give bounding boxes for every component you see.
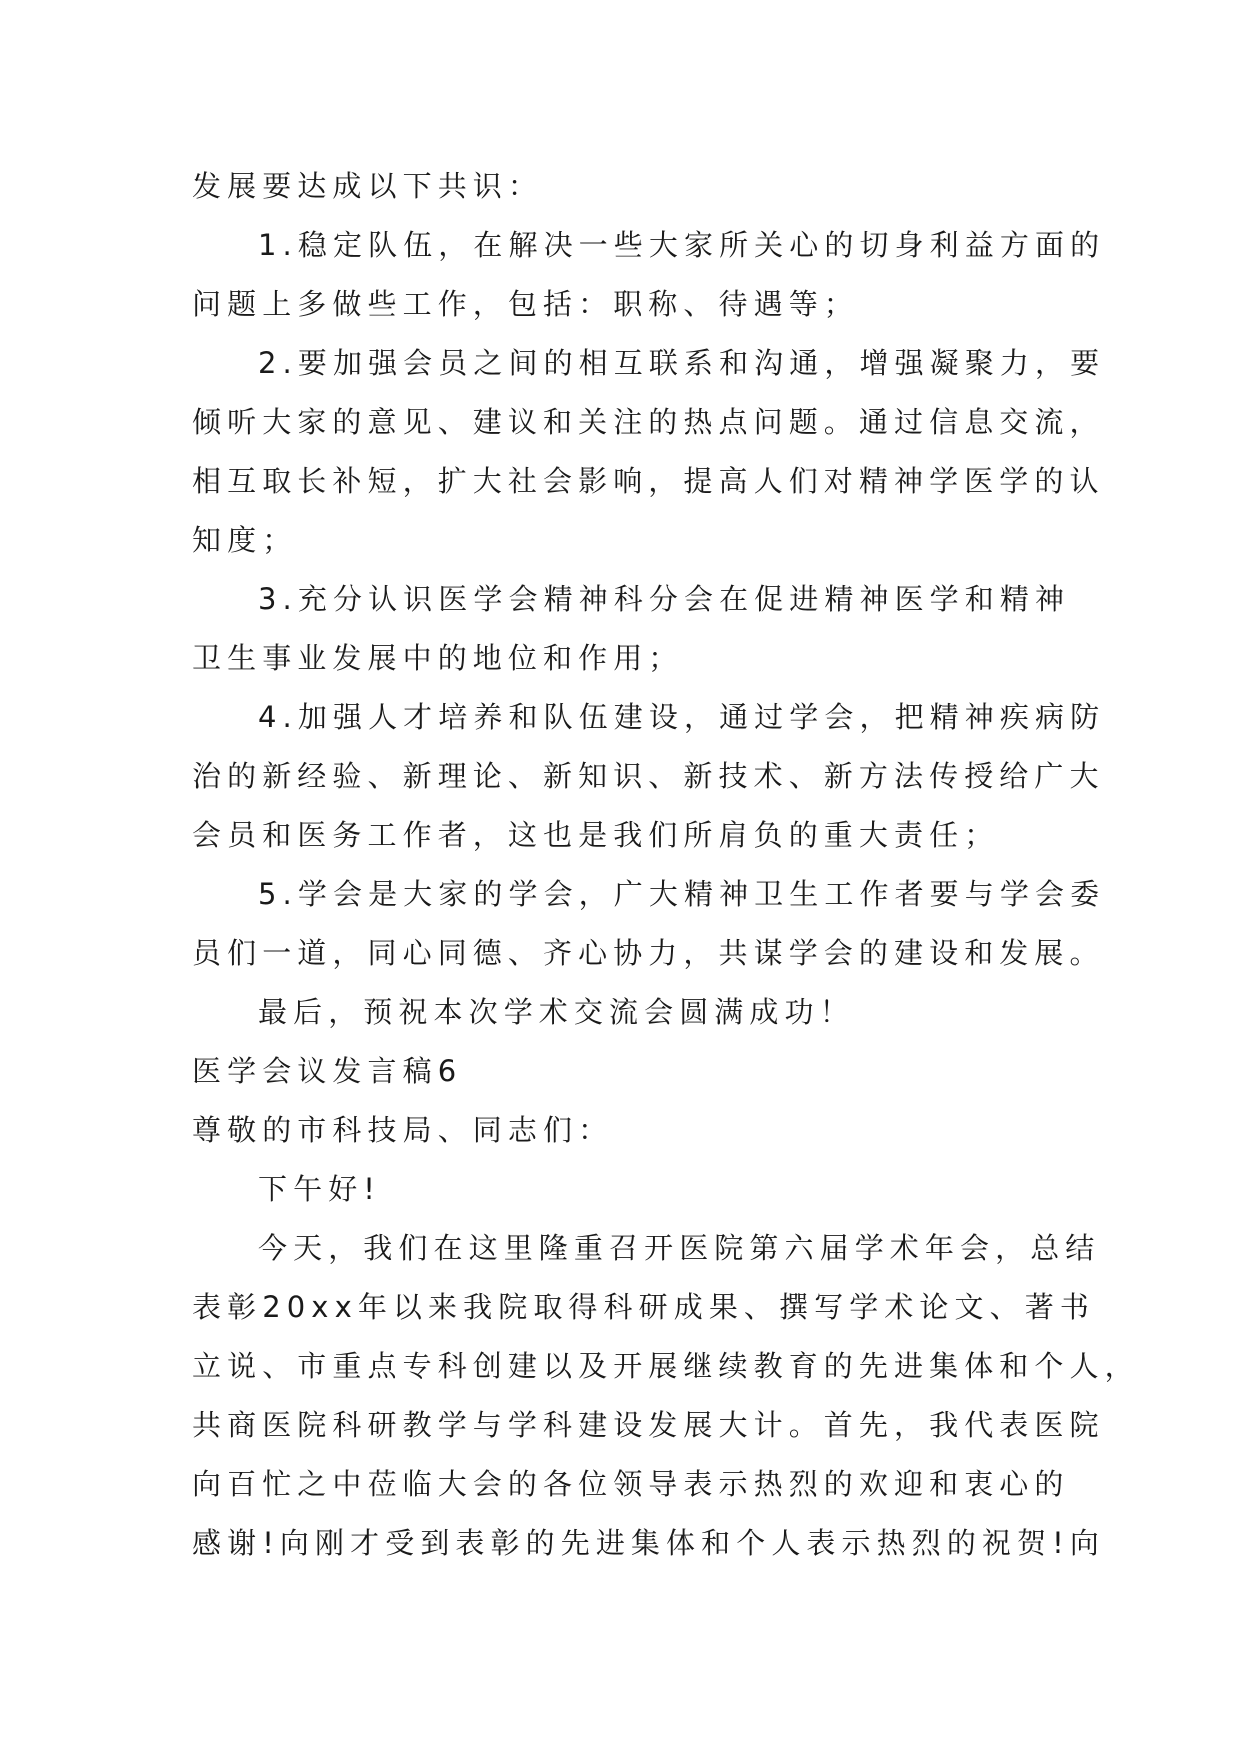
text-line: 表彰20xx年以来我院取得科研成果、撰写学术论文、著书 xyxy=(192,1290,1095,1324)
text-line: 问题上多做些工作，包括：职称、待遇等； xyxy=(192,287,859,321)
text-line: 共商医院科研教学与学科建设发展大计。首先，我代表医院 xyxy=(192,1408,1105,1442)
text-line: 发展要达成以下共识： xyxy=(192,169,544,203)
list-item-3: 3.充分认识医学会精神科分会在促进精神医学和精神 xyxy=(258,582,1071,616)
text-line: 感谢!向刚才受到表彰的先进集体和个人表示热烈的祝贺!向 xyxy=(192,1526,1105,1560)
paragraph-start: 今天，我们在这里隆重召开医院第六届学术年会，总结 xyxy=(258,1231,1101,1265)
text-line: 向百忙之中莅临大会的各位领导表示热烈的欢迎和衷心的 xyxy=(192,1467,1070,1501)
salutation: 尊敬的市科技局、同志们： xyxy=(192,1113,614,1147)
text-line: 立说、市重点专科创建以及开展继续教育的先进集体和个人， xyxy=(192,1349,1140,1383)
text-line: 倾听大家的意见、建议和关注的热点问题。通过信息交流， xyxy=(192,405,1105,439)
closing-line: 最后，预祝本次学术交流会圆满成功！ xyxy=(258,995,855,1029)
greeting: 下午好! xyxy=(258,1172,382,1206)
list-item-5: 5.学会是大家的学会，广大精神卫生工作者要与学会委 xyxy=(258,877,1106,911)
section-heading: 医学会议发言稿6 xyxy=(192,1054,463,1088)
document-body xyxy=(192,157,1140,1573)
list-item-2: 2.要加强会员之间的相互联系和沟通，增强凝聚力，要 xyxy=(258,346,1106,380)
list-item-1: 1.稳定队伍，在解决一些大家所关心的切身利益方面的 xyxy=(258,228,1106,262)
text-line: 会员和医务工作者，这也是我们所肩负的重大责任； xyxy=(192,818,1000,852)
text-line: 治的新经验、新理论、新知识、新技术、新方法传授给广大 xyxy=(192,759,1105,793)
text-line: 相互取长补短，扩大社会影响，提高人们对精神学医学的认 xyxy=(192,464,1105,498)
text-line: 员们一道，同心同德、齐心协力，共谋学会的建设和发展。 xyxy=(192,936,1105,970)
text-line: 卫生事业发展中的地位和作用； xyxy=(192,641,684,675)
list-item-4: 4.加强人才培养和队伍建设，通过学会，把精神疾病防 xyxy=(258,700,1106,734)
text-line: 知度； xyxy=(192,523,298,557)
